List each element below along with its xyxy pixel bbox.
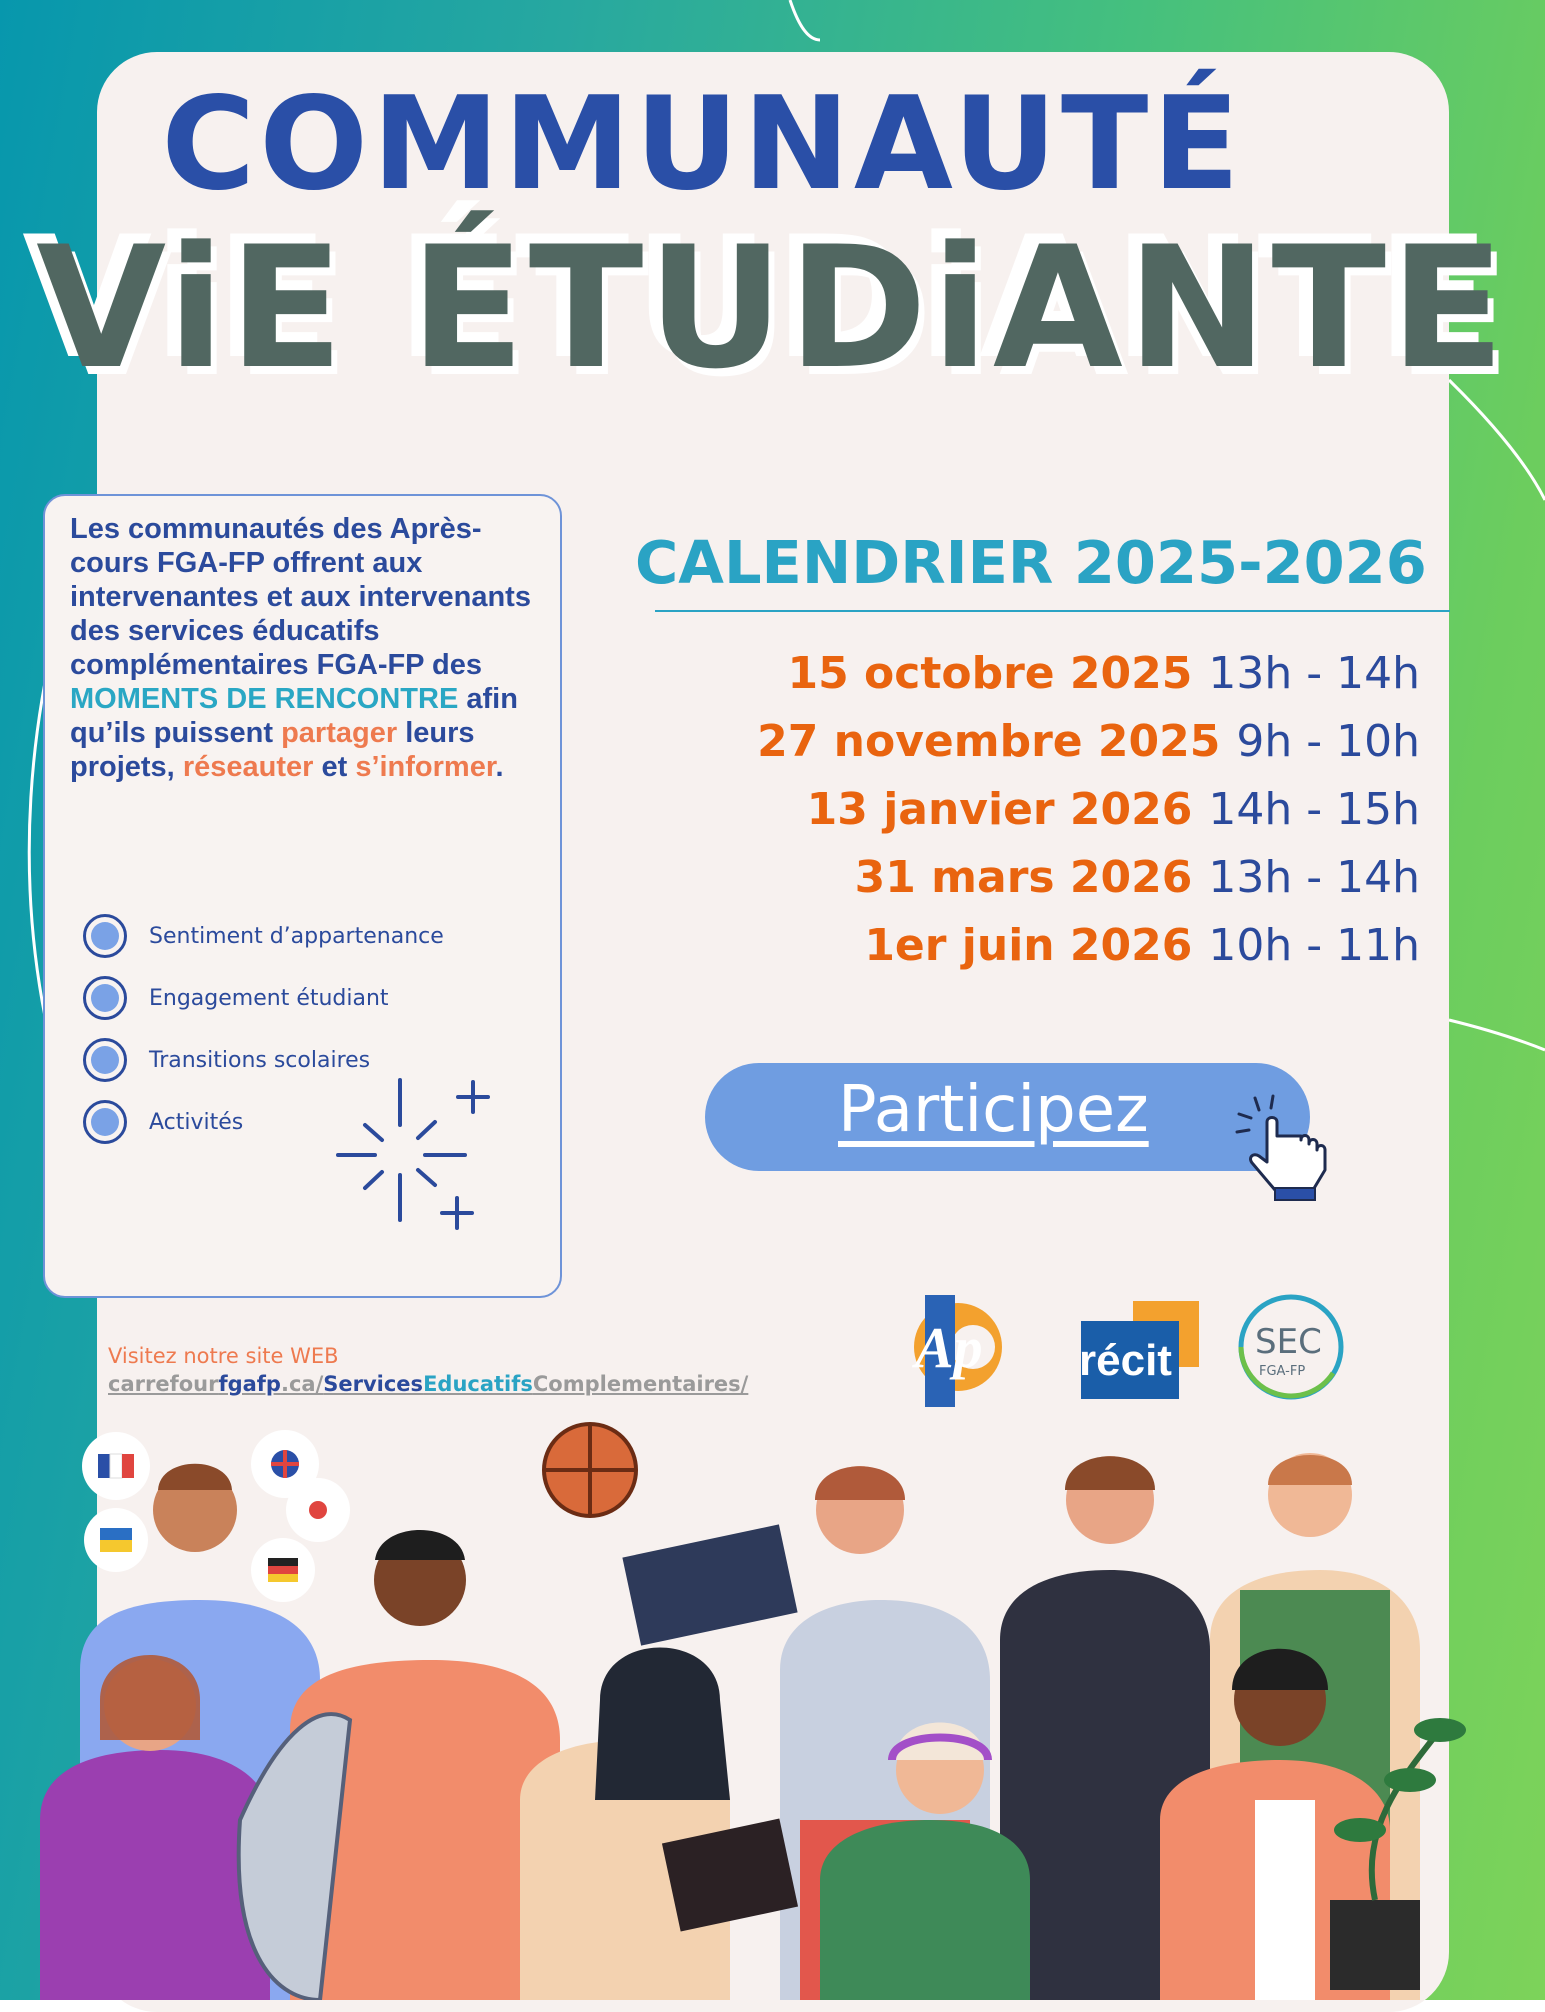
page-title-main: ViE ÉTUDiANTE [36,210,1509,406]
participate-button[interactable] [705,1063,1310,1171]
calendar-time: 13h - 14h [1208,648,1420,699]
svg-text:récit: récit [1079,1336,1172,1385]
url-part: Complementaires/ [532,1372,749,1396]
url-part: Educatifs [423,1372,533,1396]
person-7 [520,1648,730,2001]
website-caption: Visitez notre site WEB [108,1344,339,1368]
recit-logo [1079,1301,1199,1399]
intro-part: Les communautés des Après-cours FGA-FP offrent aux intervenantes et aux intervenants des services éducatifs complémentaires FGA-FP des [70,513,531,681]
intro-highlight: MOMENTS DE RENCONTRE [70,683,459,715]
intro-part: . [495,751,504,783]
calendar-date: 15 octobre 2025 [787,648,1193,699]
flag-germany-icon [251,1538,315,1602]
url-part: .ca/ [280,1372,324,1396]
calendar-dates [757,648,1420,988]
bullet-dot-icon [83,1100,127,1144]
calendar-time: 14h - 15h [1208,784,1420,835]
bullet-label: Engagement étudiant [149,985,389,1011]
partner-logos [903,1285,1373,1415]
bullet-label: Sentiment d’appartenance [149,923,444,949]
flag-ukraine-icon [84,1508,148,1572]
bullet-item [83,967,444,1029]
intro-highlight: réseauter [182,751,314,783]
calendar-time: 9h - 10h [1236,716,1420,767]
calendar-date: 1er juin 2026 [864,920,1193,971]
sparkle-icon [330,1070,500,1240]
calendar-row [757,716,1420,784]
flag-japan-icon [286,1478,350,1542]
calendar-title: CALENDRIER 2025-2026 [635,528,1427,597]
ap-logo [912,1295,1002,1407]
calendar-date: 13 janvier 2026 [806,784,1193,835]
students-illustration [0,1400,1545,2000]
intro-text [70,512,540,784]
url-part: Services [323,1372,424,1396]
basketball-icon [544,1424,636,1516]
url-part: carrefour [108,1372,219,1396]
svg-text:SEC: SEC [1255,1322,1322,1362]
intro-highlight: partager [281,717,398,749]
calendar-row [757,648,1420,716]
hand-pointer-icon [1233,1092,1338,1202]
bullet-item [83,905,444,967]
calendar-time: 13h - 14h [1208,852,1420,903]
website-link[interactable] [108,1372,748,1396]
bullet-dot-icon [83,1038,127,1082]
intro-highlight: s’informer [355,751,496,783]
bullet-label: Transitions scolaires [149,1047,371,1073]
svg-text:FGA-FP: FGA-FP [1259,1364,1306,1379]
bullet-dot-icon [83,914,127,958]
calendar-row [757,920,1420,988]
bullet-label: Activités [149,1109,244,1135]
calendar-time: 10h - 11h [1208,920,1420,971]
flag-france-icon [82,1432,150,1500]
calendar-date: 27 novembre 2025 [757,716,1221,767]
calendar-row [757,784,1420,852]
calendar-date: 31 mars 2026 [854,852,1193,903]
intro-part: afin qu’ils puissent [70,683,518,749]
calendar-row [757,852,1420,920]
intro-part: leurs projets, [70,717,475,783]
participate-button-label: Participez [838,1073,1149,1147]
calendar-divider [655,610,1450,612]
sec-logo [1241,1297,1341,1397]
svg-text:Ap: Ap [915,1315,983,1380]
page-title-top: COMMUNAUTÉ [161,70,1244,219]
bullet-dot-icon [83,976,127,1020]
intro-part: et [313,751,356,783]
url-part: fgafp [218,1372,281,1396]
